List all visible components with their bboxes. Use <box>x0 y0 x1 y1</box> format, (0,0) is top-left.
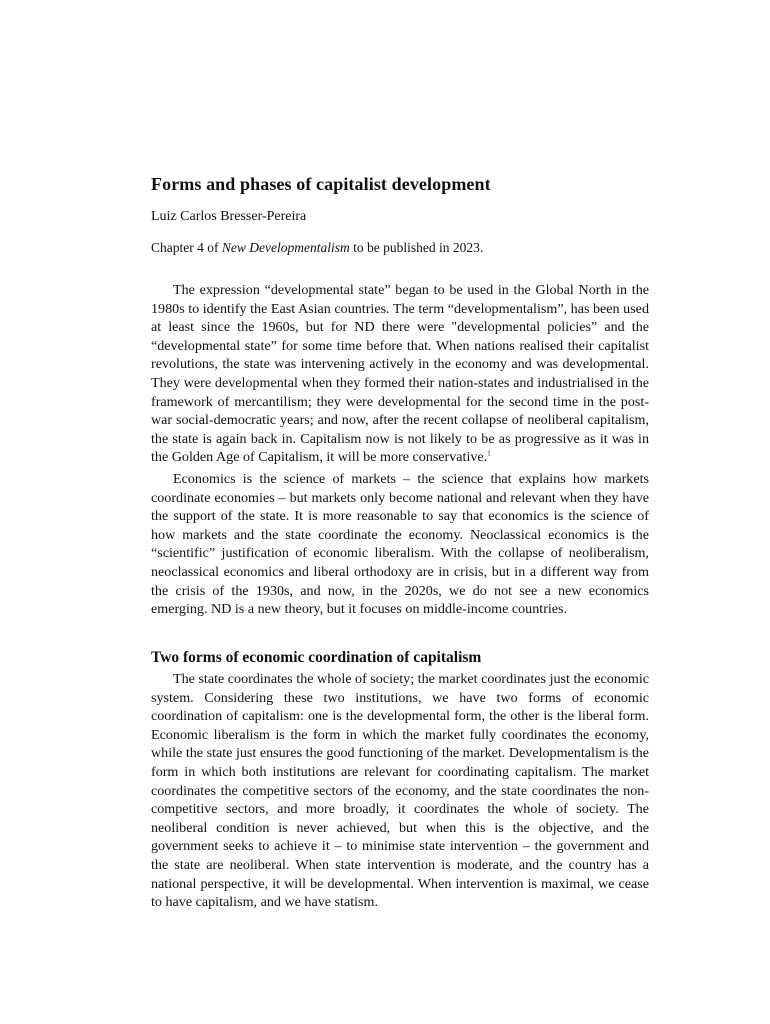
section-heading: Two forms of economic coordination of capitalism <box>151 649 482 666</box>
section-paragraph-block <box>151 670 649 912</box>
publication-note-suffix: to be published in 2023. <box>349 240 484 255</box>
paragraph-text: The expression “developmental state” began to be used in the Global North in the 1980s to identify the East Asian countries. The term “developmentalism”, has been used at least since the 1960s, but for ND there were "developmental policies” and the “developmental state” for some time before that. When nations realised their capitalist revolutions, the state was intervening actively in the economy and was developmental. They were developmental when they formed their nation-states and industrialised in the framework of mercantilism; they were developmental for the second time in the post-war social-democratic years; and now, after the recent collapse of neoliberal capitalism, the state is again back in. Capitalism now is not likely to be as progressive as it was in the Golden Age of Capitalism, it will be more conservative. <box>151 282 649 466</box>
publication-note-prefix: Chapter 4 of <box>151 240 222 255</box>
footnote-marker[interactable]: 1 <box>487 449 491 458</box>
document-title: Forms and phases of capitalist development <box>151 174 491 194</box>
author-name: Luiz Carlos Bresser-Pereira <box>151 209 307 224</box>
publication-note <box>151 240 483 256</box>
paragraph: Economics is the science of markets – the science that explains how markets coordinate economies – but markets only become national and relevant when they have the support of the state. It is more reasonable to say that economics is the science of how markets and the state coordinate the economy. Neoclassical economics is the “scientific” justification of economic liberalism. With the collapse of neoliberalism, neoclassical economics and liberal orthodoxy are in crisis, but in a different way from the crisis of the 1930s, and now, in the 2020s, we do not see a new economics emerging. ND is a new theory, but it focuses on middle-income countries. <box>151 471 649 618</box>
paragraph: The state coordinates the whole of society; the market coordinates just the economic system. Considering these two institutions, we have two forms of economic coordination of capitalism: one is the developmental form, the other is the liberal form. Economic liberalism is the form in which the market fully coordinates the economy, while the state just ensures the good functioning of the market. Developmentalism is the form in which both institutions are relevant for coordinating capitalism. The market coordinates the competitive sectors of the economy, and the state coordinates the non-competitive sectors, and more broadly, it coordinates the whole of society. The neoliberal condition is never achieved, but when this is the objective, and the government seeks to achieve it – to minimise state intervention – the government and the state are neoliberal. When state intervention is moderate, and the country has a national perspective, it will be developmental. When intervention is maximal, we cease to have capitalism, and we have statism. <box>151 671 649 911</box>
book-title: New Developmentalism <box>221 240 350 255</box>
intro-paragraph-2-block <box>151 470 649 619</box>
intro-paragraph-1-block <box>151 281 649 467</box>
paragraph <box>151 281 649 467</box>
